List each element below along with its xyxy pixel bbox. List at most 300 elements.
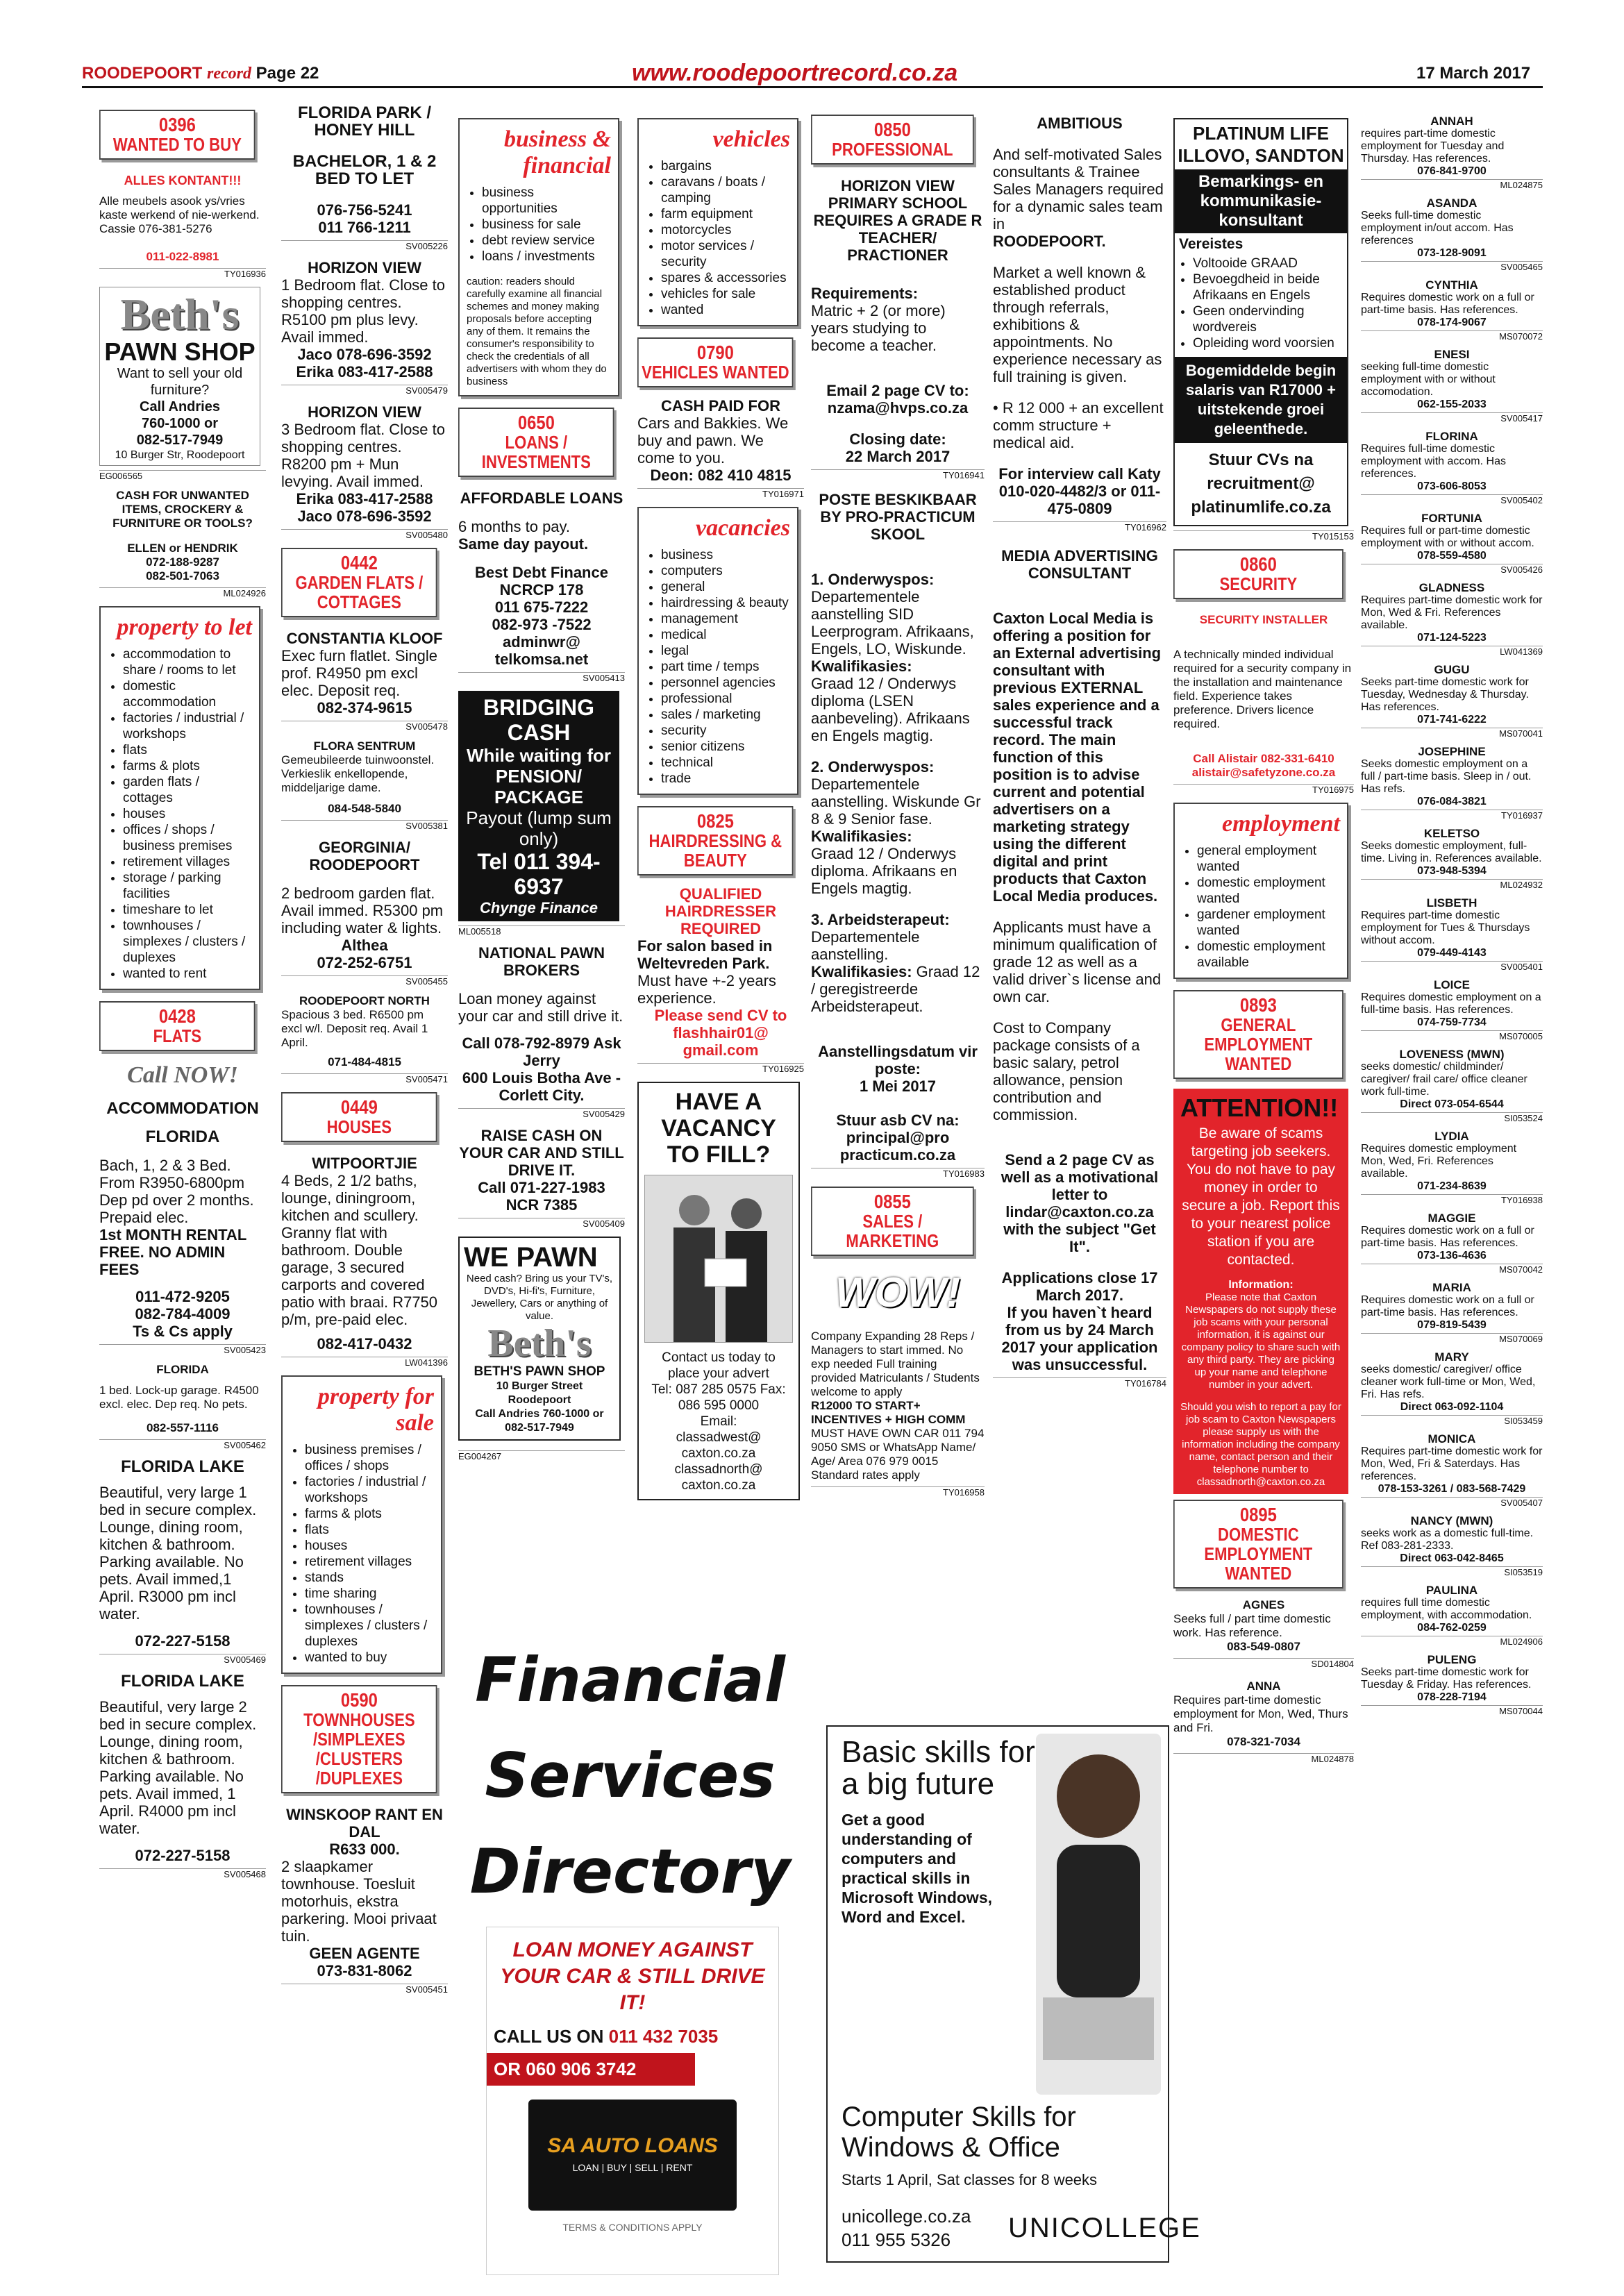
platinum-life-ad[interactable] (1173, 118, 1348, 526)
ad-price: R633 000. (329, 1841, 400, 1858)
listing-text: Seeks full-time domestic employment in/out accom. Has references (1361, 210, 1514, 246)
logo-tag: LOAN | BUY | SELL | RENT (572, 2162, 693, 2173)
ad-text: 4 Beds, 2 1/2 baths, lounge, diningroom, kitchen and scullery. Granny flat with bathroom. Double garage, 3 secured carports and covered patio with braai. R7750 p/m, pre-paid elec. (281, 1172, 438, 1328)
ad-ref: TY016936 (99, 268, 266, 280)
category-title: LOANS / INVESTMENTS (481, 432, 591, 472)
ad-label: Aanstellingsdatum vir poste: (818, 1043, 978, 1078)
ad-heading: HORIZON VIEW (308, 259, 421, 276)
category-list-item[interactable]: • gardener employment wanted (1197, 907, 1340, 939)
category-number: 0860 (1239, 553, 1277, 575)
ad-phone: 082-417-0432 (317, 1335, 412, 1352)
ad-heading: WINSKOOP RANT EN DAL (286, 1806, 443, 1841)
ad-terms: Ts & Cs apply (133, 1323, 233, 1340)
category-professional[interactable] (811, 115, 974, 165)
ad-ref: TY015153 (1173, 530, 1354, 542)
category-title: SECURITY (1219, 573, 1298, 594)
category-list-item[interactable]: • flats (305, 1522, 434, 1538)
listing-phone: 062-155-2033 (1417, 399, 1487, 410)
category-list-item[interactable]: • general (661, 579, 790, 595)
ad-text: 1 bed. Lock-up garage. R4500 excl. elec. Dep req. No pets. (99, 1384, 259, 1411)
category-number: 0442 (340, 552, 378, 573)
ad-text: Departementele aanstelling. Wiskunde Gr 8 & 9 Senior fase. (811, 776, 981, 828)
category-number: 0396 (158, 114, 196, 135)
ad-phone: 071-484-4815 (328, 1055, 401, 1069)
listing-item (1361, 430, 1543, 506)
ad-phone: 072-252-6751 (317, 954, 412, 971)
category-list-item[interactable]: • legal (661, 643, 790, 659)
ad-label: 2. Onderwyspos: (811, 758, 935, 776)
ad-text: Spacious 3 bed. R6500 pm excl w/l. Deposit req. Avail 1 April. (281, 1008, 428, 1049)
category-list-item[interactable]: • security (661, 723, 790, 739)
ad-contact: ELLEN or HENDRIK (127, 542, 238, 555)
uc-starts: Starts 1 April, Sat classes for 8 weeks (842, 2171, 1098, 2188)
category-list-item[interactable]: • houses (305, 1538, 434, 1554)
listing-name: CYNTHIA (1425, 278, 1478, 292)
listing-ref: SV005407 (1361, 1497, 1543, 1509)
have-vacancy-ad[interactable] (637, 1082, 800, 1500)
listing-ref: MS070042 (1361, 1264, 1543, 1275)
ad-ref: ML024926 (99, 587, 266, 599)
listing-text: seeks domestic/ caregiver/ office cleaner work full-time or Mon, Wed, Fri. Has refs. (1361, 1364, 1536, 1400)
category-list-item[interactable]: • domestic employment wanted (1197, 875, 1340, 907)
ad-bold: Same day payout. (458, 535, 589, 553)
ad-text: A technically minded individual required for a security company in the installation and maintenance field. Experience takes preference. Drivers licence required. (1173, 648, 1352, 730)
ad-heading: FLORIDA (156, 1363, 209, 1376)
category-list-item[interactable]: • professional (661, 691, 790, 707)
listing-phone: 074-759-7734 (1417, 1016, 1487, 1028)
ad-text: Applicants must have a minimum qualification of grade 12 as well as a valid driver`s license and own car. (993, 919, 1162, 1005)
ad-phone: 082-973 -7522 (492, 616, 592, 633)
category-list-item[interactable]: • business for sale (482, 217, 611, 233)
listing-phone: Direct 073-054-6544 (1400, 1098, 1504, 1110)
ad-heading: RAISE CASH ON YOUR CAR AND STILL DRIVE IT. (459, 1127, 624, 1179)
category-list-item[interactable]: • wanted (661, 302, 790, 318)
category-list-item[interactable]: • loans / investments (482, 249, 611, 265)
category-list-item[interactable]: • technical (661, 755, 790, 771)
pawn-call: Call Andries (140, 399, 220, 414)
publication-name: ROODEPOORT (82, 64, 203, 83)
uc-phone: 011 955 5326 (842, 2229, 951, 2250)
listing-text: Seeks part-time domestic work for Tuesday, Wednesday & Thursday. Has references. (1361, 676, 1529, 713)
ad-phone: 082-374-9615 (317, 699, 412, 717)
category-number: 0825 (696, 810, 734, 832)
category-list-item[interactable]: • business opportunities (482, 185, 611, 217)
listing-ref: SI053459 (1361, 1415, 1543, 1427)
ad-ref: SV005468 (99, 1868, 266, 1880)
category-list-item[interactable]: • hairdressing & beauty (661, 595, 790, 611)
info-title: Information: (1228, 1279, 1294, 1291)
category-list-item[interactable]: • farms & plots (305, 1506, 434, 1522)
listing-text: Requires domestic work on a full or part-time basis. Has references. (1361, 1294, 1534, 1318)
ad-email: telkomsa.net (494, 651, 589, 668)
ad-label: Kwalifikasies: (811, 963, 912, 980)
category-list-item[interactable]: • accommodation to share / rooms to let (123, 646, 252, 678)
ad-text: Must have +-2 years experience. (637, 972, 776, 1007)
unicollege-ad[interactable] (826, 1725, 1201, 2263)
ad-phone: 011 766-1211 (318, 219, 411, 236)
ad-ref: SV005409 (458, 1218, 625, 1230)
listing-name: GUGU (1434, 663, 1470, 676)
listing-ref: MS070044 (1361, 1705, 1543, 1717)
contact-tel: Tel: 087 285 0575 Fax: 086 595 0000 (651, 1382, 786, 1413)
category-list-item[interactable]: • motor services / security (661, 238, 790, 270)
ad-phone: 078-321-7034 (1227, 1735, 1300, 1748)
category-list-item[interactable]: • debt review service (482, 233, 611, 249)
category-loans[interactable] (458, 408, 614, 477)
category-number: 0428 (158, 1005, 196, 1027)
ad-ncr: NCR 7385 (505, 1196, 578, 1214)
listing-ref: SI053519 (1361, 1566, 1543, 1578)
ad-subheading: BACHELOR, 1 & 2 BED TO LET (292, 152, 437, 188)
terms-text: TERMS & CONDITIONS APPLY (562, 2222, 703, 2233)
category-number: 0850 (873, 119, 911, 140)
ad-text: Market a well known & established product through referrals, exhibitions & appointments. No experience necessary as full training is given. (993, 264, 1162, 385)
uc-url[interactable]: unicollege.co.za (842, 2206, 971, 2227)
we-pawn-address: 10 Burger Street Roodepoort (496, 1380, 583, 1406)
category-security[interactable] (1173, 549, 1343, 599)
ad-text: Beautiful, very large 2 bed in secure complex. Lounge, dining room, kitchen & bathroom. Parking available. No pets. Avail immed, 1 April. R4000 pm incl water. (99, 1698, 257, 1837)
fsd-line: Services (485, 1740, 776, 1811)
ad-email[interactable]: Please send CV to flashhair01@ gmail.com (654, 1007, 787, 1059)
category-flats[interactable] (99, 1001, 256, 1051)
listing-name: LISBETH (1426, 896, 1477, 910)
ad-text: Bach, 1, 2 & 3 Bed. From R3950-6800pm Dep pd over 2 months. Prepaid elec. (99, 1157, 254, 1226)
ad-ref: SV005480 (281, 529, 448, 541)
column-7 (1173, 118, 1354, 1772)
section-title: property for sale (317, 1384, 434, 1436)
category-list-item[interactable]: • factories / industrial / workshops (305, 1474, 434, 1506)
ad-text: 2 bedroom garden flat. Avail immed. R5300 pm including water & lights. (281, 885, 444, 937)
ad-date: 22 March 2017 (845, 448, 951, 465)
domestic-listings (1361, 115, 1543, 1717)
ad-ref: SV005479 (281, 385, 448, 396)
ad-text: Graad 12 / Onderwys diploma. Afrikaans en Engels magtig. (811, 845, 957, 897)
listing-phone: 078-153-3261 / 083-568-7429 (1378, 1483, 1526, 1495)
listing-text: Requires domestic work on a full or part-time basis. Has references. (1361, 292, 1534, 316)
listing-text: requires part-time domestic employment for Tuesday and Thursday. Has references. (1361, 128, 1505, 165)
listing-item (1361, 348, 1543, 424)
category-list-item[interactable]: • storage / parking facilities (123, 870, 252, 902)
bridging-cash-ad[interactable] (458, 691, 619, 921)
ad-phone: Jaco 078-696-3592 (297, 508, 432, 525)
ad-ref: TY016925 (637, 1063, 804, 1075)
publication-italic: record (207, 65, 251, 83)
section-employment (1173, 803, 1348, 979)
ad-phone: 084-548-5840 (328, 802, 401, 815)
ad-ref: SV005451 (281, 1984, 448, 1995)
attention-box (1173, 1089, 1348, 1494)
category-list-item[interactable]: • business (661, 547, 790, 563)
category-list-item[interactable]: • motorcycles (661, 222, 790, 238)
listing-name: LOVENESS (MWN) (1399, 1048, 1505, 1061)
listing-phone: 078-174-9067 (1417, 317, 1487, 328)
sa-auto-loans-logo (528, 2100, 737, 2211)
category-list-item[interactable]: • senior citizens (661, 739, 790, 755)
category-list-item[interactable]: • spares & accessories (661, 270, 790, 286)
category-garden-flats[interactable] (281, 548, 437, 617)
ad-heading: FLORIDA PARK / HONEY HILL (298, 103, 431, 140)
category-list-item[interactable]: • part time / temps (661, 659, 790, 675)
fsd-line: Financial (475, 1644, 785, 1716)
category-list-item[interactable]: • bargains (661, 158, 790, 174)
requirement-item[interactable]: • Opleiding word voorsien (1193, 335, 1347, 351)
listing-name: ENESI (1434, 348, 1470, 361)
website-link[interactable]: www.roodepoortrecord.co.za (632, 60, 958, 86)
section-title: property to let (117, 614, 252, 640)
category-sales-marketing[interactable] (811, 1187, 974, 1256)
ad-heading: HORIZON VIEW PRIMARY SCHOOL REQUIRES A GRADE R TEACHER/ PRACTIONER (813, 177, 982, 264)
category-list-item[interactable]: • general employment wanted (1197, 843, 1340, 875)
category-domestic-employment[interactable] (1173, 1500, 1343, 1589)
ad-date: Applications close 17 March 2017. (1001, 1269, 1158, 1304)
ad-email[interactable]: principal@pro practicum.co.za (839, 1129, 956, 1164)
we-pawn-shop: BETH'S PAWN SHOP (474, 1364, 605, 1379)
ad-text: Loan money against your car and still drive it. (458, 990, 623, 1025)
ad-phone: Erika 083-417-2588 (296, 490, 433, 508)
ad-text: Matric + 2 (or more) years studying to become a teacher. (811, 302, 946, 354)
listing-item (1361, 196, 1543, 273)
ad-phone: 010-020-4482/3 or 011-475-0809 (998, 483, 1161, 517)
ad-contact: Althea (341, 937, 388, 954)
listing-ref: MS070005 (1361, 1030, 1543, 1042)
uc-text: Get a good understanding of computers and practical skills in Microsoft Windows, Word and Excel. (842, 1811, 993, 1926)
header-rule (82, 86, 1543, 88)
category-list-item[interactable]: • caravans / boats / camping (661, 174, 790, 206)
category-title: PROFESSIONAL (832, 139, 953, 160)
ad-heading: ANNA (1246, 1679, 1281, 1693)
ad-label: Send a 2 page CV as well as a motivational letter to (1001, 1151, 1159, 1203)
listing-ref: SV005426 (1361, 564, 1543, 576)
ad-ref: SV005381 (281, 820, 448, 832)
listing-item (1361, 115, 1543, 191)
column-2 (281, 104, 448, 2002)
call-now-logo: Call NOW! (127, 1062, 238, 1088)
ad-email[interactable]: nzama@hvps.co.za (827, 399, 969, 417)
listing-item (1361, 827, 1543, 891)
category-list-item[interactable]: • stands (305, 1570, 434, 1586)
category-number: 0855 (873, 1191, 911, 1212)
listing-name: JOSEPHINE (1418, 745, 1486, 758)
listing-name: MARY (1434, 1350, 1469, 1364)
category-list-item[interactable]: • retirement villages (305, 1554, 434, 1570)
uc-subtitle: Computer Skills for Windows & Office (842, 2102, 1076, 2163)
section-vehicles (637, 118, 798, 326)
ad-ref: SV005469 (99, 1654, 266, 1666)
ad-heading: ROODEPOORT NORTH (299, 994, 430, 1007)
category-list-item[interactable]: • farm equipment (661, 206, 790, 222)
listing-ref: ML024875 (1361, 179, 1543, 191)
we-pawn-call: Call Andries 760-1000 or 082-517-7949 (475, 1408, 604, 1434)
page-number: Page 22 (256, 64, 319, 83)
listing-ref: MS070072 (1361, 330, 1543, 342)
category-list (108, 646, 252, 982)
category-wanted-to-buy[interactable] (99, 110, 256, 160)
category-list-item[interactable]: • personnel agencies (661, 675, 790, 691)
listing-phone: 079-449-4143 (1417, 947, 1487, 959)
ad-contact: Call 071-227-1983 (478, 1179, 605, 1196)
listing-phone: Direct 063-092-1104 (1400, 1401, 1504, 1413)
requirement-item[interactable]: • Geen ondervinding wordvereis (1193, 303, 1347, 335)
listing-phone: 073-606-8053 (1417, 480, 1487, 492)
ad-phone: 011-022-8981 (146, 250, 219, 263)
listing-name: ANNAH (1430, 115, 1473, 128)
listing-item (1361, 978, 1543, 1042)
ad-email: adminwr@ (503, 633, 580, 651)
pl-vereistes: Vereistes (1179, 236, 1244, 252)
listing-ref: ML024906 (1361, 1636, 1543, 1648)
ad-note: GEEN AGENTE (309, 1945, 420, 1962)
ad-label: Stuur asb CV na: (836, 1112, 960, 1129)
listing-text: Requires full or part-time domestic employment with or without accom. (1361, 525, 1534, 549)
listing-item (1361, 745, 1543, 821)
pawn-shop-ad[interactable] (99, 287, 260, 466)
category-list-item[interactable]: • houses (123, 806, 252, 822)
category-list-item[interactable]: • garden flats / cottages (123, 774, 252, 806)
ad-ref: TY016975 (1173, 784, 1354, 796)
ad-text: Company Expanding 28 Reps / Managers to start immed. No exp needed Full training provided Matriculants / Students welcome to apply (811, 1330, 980, 1398)
category-general-employment[interactable] (1173, 990, 1343, 1079)
ad-heading: WITPOORTJIE (312, 1155, 417, 1172)
listing-name: MARIA (1432, 1281, 1471, 1294)
ad-bold: Caxton Local Media is offering a position for an External advertising consultant with previous EXTERNAL sales experience and a successful track record. The main function of this position is to advise current and potential advertisers on a marketing strategy using the different digital and print products that Caxton Local Media produces. (993, 610, 1162, 905)
ad-heading: MEDIA ADVERTISING CONSULTANT (1001, 547, 1158, 582)
bridging-title: BRIDGING CASH (483, 695, 594, 745)
ad-text: Exec furn flatlet. Single prof. R4950 pm excl elec. Deposit req. (281, 647, 438, 699)
ad-email[interactable]: lindar@caxton.co.za (1005, 1203, 1154, 1221)
pl-stuur: Stuur CVs na recruitment@ platinumlife.co.za (1191, 451, 1331, 517)
requirement-item[interactable]: • Bevoegdheid in beide Afrikaans en Engels (1193, 271, 1347, 303)
category-list-item[interactable]: • vehicles for sale (661, 286, 790, 302)
listing-item (1361, 896, 1543, 973)
ad-ref: ML024878 (1173, 1753, 1354, 1765)
category-title: VEHICLES WANTED (642, 362, 789, 383)
loan-phone: 060 906 3742 (526, 2059, 637, 2079)
ad-phone: 082-501-7063 (146, 569, 219, 583)
category-list-item[interactable]: • management (661, 611, 790, 627)
sa-auto-loans-ad[interactable] (486, 1927, 779, 2275)
ad-text: For salon based in Weltevreden Park. (637, 937, 773, 972)
ad-heading: CASH FOR UNWANTED ITEMS, CROCKERY & FURNITURE OR TOOLS? (112, 489, 253, 530)
category-title: DOMESTIC EMPLOYMENT WANTED (1204, 1524, 1313, 1584)
category-title: TOWNHOUSES /SIMPLEXES /CLUSTERS /DUPLEXES (303, 1709, 415, 1788)
section-vacancies (637, 507, 798, 795)
pl-list (1175, 255, 1347, 351)
contact-email[interactable]: classadnorth@ caxton.co.za (674, 1462, 763, 1493)
category-list-item[interactable]: • flats (123, 742, 252, 758)
listing-ref: SI053524 (1361, 1112, 1543, 1124)
category-list-item[interactable]: • domestic accommodation (123, 678, 252, 710)
category-title: SALES / MARKETING (846, 1211, 939, 1251)
ad-ref: TY016971 (637, 488, 804, 500)
listing-item (1361, 1350, 1543, 1427)
ad-phone: 083-549-0807 (1227, 1640, 1300, 1653)
category-list-item[interactable]: • time sharing (305, 1586, 434, 1602)
info-text: Should you wish to report a pay for job scam to Caxton Newspapers please supply us with the information including the company name, contact person and their telephone number to classadnorth@caxton.co.za (1180, 1401, 1341, 1488)
category-houses[interactable] (281, 1092, 437, 1142)
ad-ref: LW041396 (281, 1357, 448, 1368)
listing-ref: TY016937 (1361, 810, 1543, 821)
ad-ref: SV005455 (281, 975, 448, 987)
listing-name: FORTUNIA (1421, 512, 1482, 525)
listing-name: PAULINA (1425, 1584, 1478, 1597)
category-hairdressing[interactable] (637, 806, 794, 875)
ad-label: Kwalifikasies: (811, 657, 912, 675)
category-list-item[interactable]: • sales / marketing (661, 707, 790, 723)
category-list-item[interactable]: • medical (661, 627, 790, 643)
issue-date: 17 March 2017 (1416, 64, 1531, 83)
financial-services-directory[interactable] (458, 1628, 802, 2281)
listing-phone: 084-762-0259 (1417, 1622, 1487, 1634)
category-list-item[interactable]: • computers (661, 563, 790, 579)
category-list-item[interactable]: • wanted to buy (305, 1650, 434, 1666)
logo-text: SA AUTO LOANS (547, 2134, 718, 2157)
ad-ref: SV005423 (99, 1344, 266, 1356)
listing-item (1361, 1281, 1543, 1345)
listing-phone: 073-136-4636 (1417, 1250, 1487, 1262)
listing-phone: 078-559-4580 (1417, 550, 1487, 562)
listing-phone: 071-741-6222 (1417, 714, 1487, 726)
pl-bar: Bemarkings- en kommunikasie-konsultant (1175, 169, 1347, 233)
category-list-item[interactable]: • retirement villages (123, 854, 252, 870)
listing-ref: LW041369 (1361, 646, 1543, 657)
listing-text: Requires full-time domestic employment with accom. Has references. (1361, 443, 1506, 480)
ad-phone: 076-756-5241 (317, 201, 412, 219)
category-list-item[interactable]: • townhouses / simplexes / clusters / duplexes (123, 918, 252, 966)
ad-text: And self-motivated Sales consultants & Trainee Sales Managers required for a dynamic sales team in (993, 146, 1164, 233)
ad-ref: SV005226 (281, 240, 448, 252)
we-pawn-ad[interactable] (458, 1237, 621, 1441)
category-list-item[interactable]: • farms & plots (123, 758, 252, 774)
section-title: employment (1222, 811, 1340, 837)
category-vehicles-wanted[interactable] (637, 337, 794, 387)
ad-phone: 072-188-9287 (146, 555, 219, 569)
ad-ref: ML005518 (458, 925, 625, 937)
ad-label: Email 2 page CV to: (826, 382, 969, 399)
listing-name: NANCY (MWN) (1410, 1514, 1493, 1527)
category-title: GARDEN FLATS / COTTAGES (295, 572, 424, 612)
listing-name: LYDIA (1434, 1130, 1469, 1143)
category-list-item[interactable]: • factories / industrial / workshops (123, 710, 252, 742)
category-list-item[interactable]: • wanted to rent (123, 966, 252, 982)
category-list-item[interactable]: • domestic employment available (1197, 939, 1340, 971)
listing-text: seeks work as a domestic full-time. Ref 083-281-2333. (1361, 1527, 1534, 1552)
category-list (467, 185, 611, 265)
listing-ref: MS070069 (1361, 1333, 1543, 1345)
ad-phone: 082-784-4009 (135, 1305, 231, 1323)
category-list-item[interactable]: • offices / shops / business premises (123, 822, 252, 854)
category-list-item[interactable]: • townhouses / simplexes / clusters / duplexes (305, 1602, 434, 1650)
category-list-item[interactable]: • trade (661, 771, 790, 787)
section-business-financial (458, 118, 619, 396)
ad-heading: ACCOMMODATION (106, 1099, 259, 1118)
listing-phone: 076-084-3821 (1417, 796, 1487, 807)
ad-text: Requires part-time domestic employment for Mon, Wed, Thurs and Fri. (1173, 1693, 1348, 1734)
contact-email[interactable]: classadwest@ caxton.co.za (676, 1430, 762, 1461)
ad-contact[interactable]: Call Alistair 082-331-6410 alistair@safetyzone.co.za (1191, 752, 1336, 779)
ad-phone: Erika 083-417-2588 (296, 363, 433, 380)
ad-ref: SV005429 (458, 1108, 625, 1120)
category-list-item[interactable]: • timeshare to let (123, 902, 252, 918)
listing-item (1361, 1130, 1543, 1206)
pl-title: PLATINUM LIFE ILLOVO, SANDTON (1178, 123, 1344, 166)
ad-ref: EG004267 (458, 1450, 625, 1462)
requirement-item[interactable]: • Voltooide GRAAD (1193, 255, 1347, 271)
ad-text (811, 963, 985, 1015)
ad-phone: Jaco 078-696-3592 (297, 346, 432, 363)
category-list-item[interactable]: • business premises / offices / shops (305, 1442, 434, 1474)
category-townhouses[interactable] (281, 1685, 437, 1793)
listing-item (1361, 512, 1543, 576)
